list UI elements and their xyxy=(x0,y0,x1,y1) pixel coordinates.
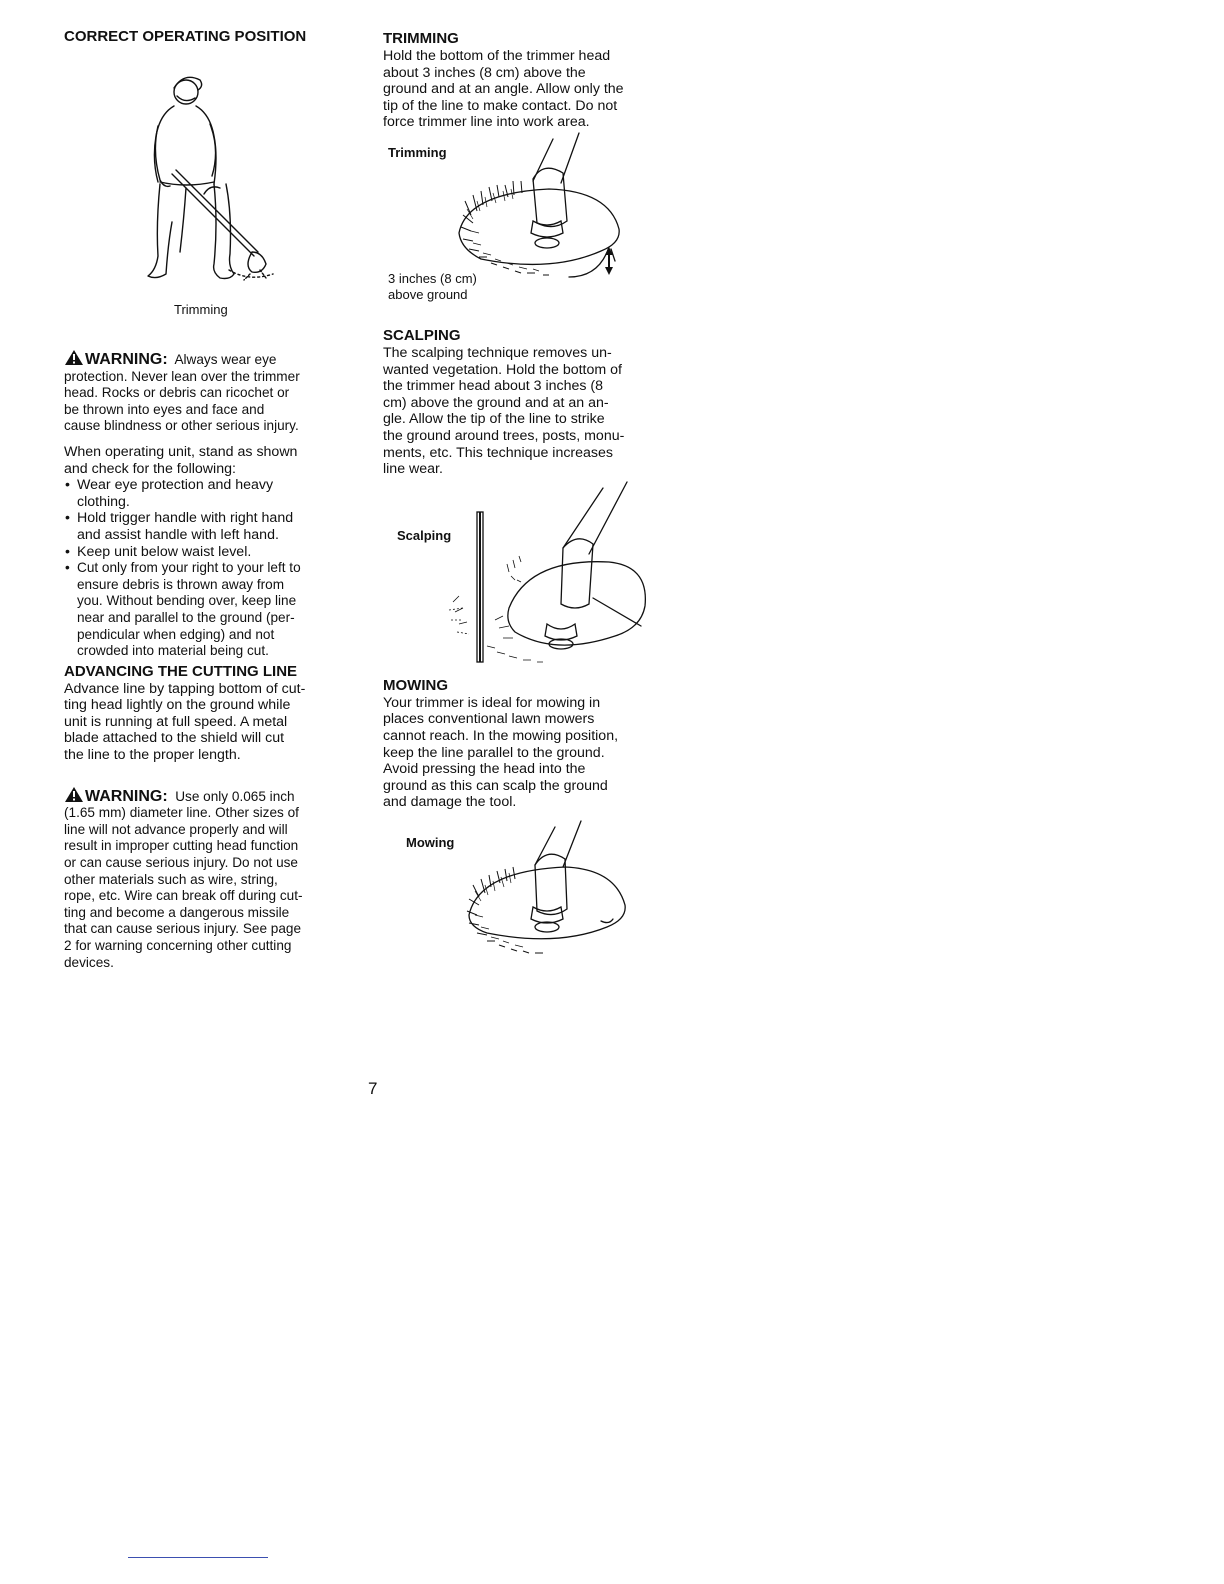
advancing-line: blade attached to the shield will cut xyxy=(64,730,285,747)
scalping-section xyxy=(383,327,673,673)
scalping-line: the ground around trees, posts, monu- xyxy=(383,427,625,444)
warning-line: devices. xyxy=(64,954,114,970)
caption-line: above ground xyxy=(388,286,468,302)
left-column xyxy=(64,28,354,971)
line-diameter-warning xyxy=(64,786,354,972)
operating-position-heading: CORRECT OPERATING POSITION xyxy=(64,28,307,45)
warning-line: protection. Never lean over the trimmer xyxy=(64,368,300,384)
warning-line: head. Rocks or debris can ricochet or xyxy=(64,385,290,401)
scalping-line: ments, etc. This technique increases xyxy=(383,444,614,461)
operator-figure xyxy=(64,56,354,317)
warning-line: other materials such as wire, string, xyxy=(64,871,278,887)
mowing-line: keep the line parallel to the ground. xyxy=(383,744,605,761)
trimming-section xyxy=(383,30,673,309)
trimming-figure xyxy=(383,131,673,309)
trimming-line: force trimmer line into work area. xyxy=(383,114,590,131)
mowing-figure-label: Mowing xyxy=(406,834,455,850)
operating-checklist xyxy=(64,477,354,660)
warning-triangle-icon xyxy=(64,786,84,803)
trimming-line: ground and at an angle. Allow only the xyxy=(383,81,624,98)
trimming-line: Hold the bottom of the trimmer head xyxy=(383,48,611,64)
trimming-line: about 3 inches (8 cm) above the xyxy=(383,64,586,81)
page-number: 7 xyxy=(368,1079,378,1098)
warning-label: WARNING: xyxy=(85,351,168,368)
scalping-line: gle. Allow the tip of the line to strike xyxy=(383,411,605,428)
operator-figure-caption: Trimming xyxy=(174,302,228,317)
eye-protection-warning xyxy=(64,349,354,435)
scalping-line: wanted vegetation. Hold the bottom of xyxy=(383,361,622,378)
intro-line: When operating unit, stand as shown xyxy=(64,443,298,460)
warning-line: line will not advance properly and will xyxy=(64,821,288,837)
warning-line: that can cause serious injury. See page xyxy=(64,921,302,937)
advancing-line: the line to the proper length. xyxy=(64,747,241,764)
list-item: • Cut only from your right to your left to ensure debris is thrown away from you. Without bending over, keep line near and parallel to the ground (per- pendicular when edging) and not crowded into material being cut. xyxy=(64,560,354,660)
advancing-line: ting head lightly on the ground while xyxy=(64,697,291,714)
warning-line: result in improper cutting head function xyxy=(64,838,299,854)
mowing-figure xyxy=(383,811,673,971)
scalping-line: the trimmer head about 3 inches (8 xyxy=(383,378,604,395)
warning-line: be thrown into eyes and face and xyxy=(64,401,265,417)
warning-lead: Always wear eye xyxy=(174,352,277,367)
mowing-line: cannot reach. In the mowing position, xyxy=(383,727,619,744)
operating-intro xyxy=(64,444,354,477)
mowing-line: places conventional lawn mowers xyxy=(383,711,595,728)
warning-line: rope, etc. Wire can break off during cut- xyxy=(64,888,303,904)
advancing-line: Advance line by tapping bottom of cut- xyxy=(64,680,306,697)
advancing-line: unit is running at full speed. A metal xyxy=(64,713,288,730)
mowing-section xyxy=(383,677,673,971)
trimming-heading: TRIMMING xyxy=(383,30,459,47)
list-item: • Hold trigger handle with right hand and assist handle with left hand. xyxy=(64,510,354,543)
scalping-line: The scalping technique removes un- xyxy=(383,344,612,361)
mowing-line: and damage the tool. xyxy=(383,794,517,811)
mowing-line: ground as this can scalp the ground xyxy=(383,777,608,794)
warning-line: cause blindness or other serious injury. xyxy=(64,418,299,434)
advancing-section xyxy=(64,663,354,764)
mowing-line: Avoid pressing the head into the xyxy=(383,761,586,778)
intro-line: and check for the following: xyxy=(64,460,236,477)
trimming-line: tip of the line to make contact. Do not xyxy=(383,97,618,114)
right-column xyxy=(383,30,673,971)
warning-label: WARNING: xyxy=(85,787,168,805)
scalping-line: line wear. xyxy=(383,461,443,478)
warning-lead: Use only 0.065 inch xyxy=(175,788,295,804)
warning-line: (1.65 mm) diameter line. Other sizes of xyxy=(64,805,299,821)
warning-line: or can cause serious injury. Do not use xyxy=(64,855,298,871)
list-item: • Wear eye protection and heavy clothing. xyxy=(64,477,354,510)
scalping-figure-label: Scalping xyxy=(397,527,452,543)
advancing-heading: ADVANCING THE CUTTING LINE xyxy=(64,662,298,680)
scalping-illustration xyxy=(383,478,673,673)
warning-triangle-icon xyxy=(64,349,84,366)
warning-line: ting and become a dangerous missile xyxy=(64,904,290,920)
footer-rule xyxy=(128,1557,268,1558)
caption-line: 3 inches (8 cm) xyxy=(388,270,477,286)
mowing-illustration xyxy=(383,811,673,971)
warning-line: 2 for warning concerning other cutting xyxy=(64,938,292,953)
scalping-heading: SCALPING xyxy=(383,326,461,344)
mowing-line: Your trimmer is ideal for mowing in xyxy=(383,694,601,711)
mowing-heading: MOWING xyxy=(383,676,448,694)
trimming-figure-label: Trimming xyxy=(388,144,447,160)
operator-illustration xyxy=(64,56,354,288)
list-item: • Keep unit below waist level. xyxy=(64,544,354,561)
scalping-line: cm) above the ground and at an an- xyxy=(383,394,609,411)
scalping-figure xyxy=(383,478,673,673)
trimming-figure-caption xyxy=(388,271,477,303)
